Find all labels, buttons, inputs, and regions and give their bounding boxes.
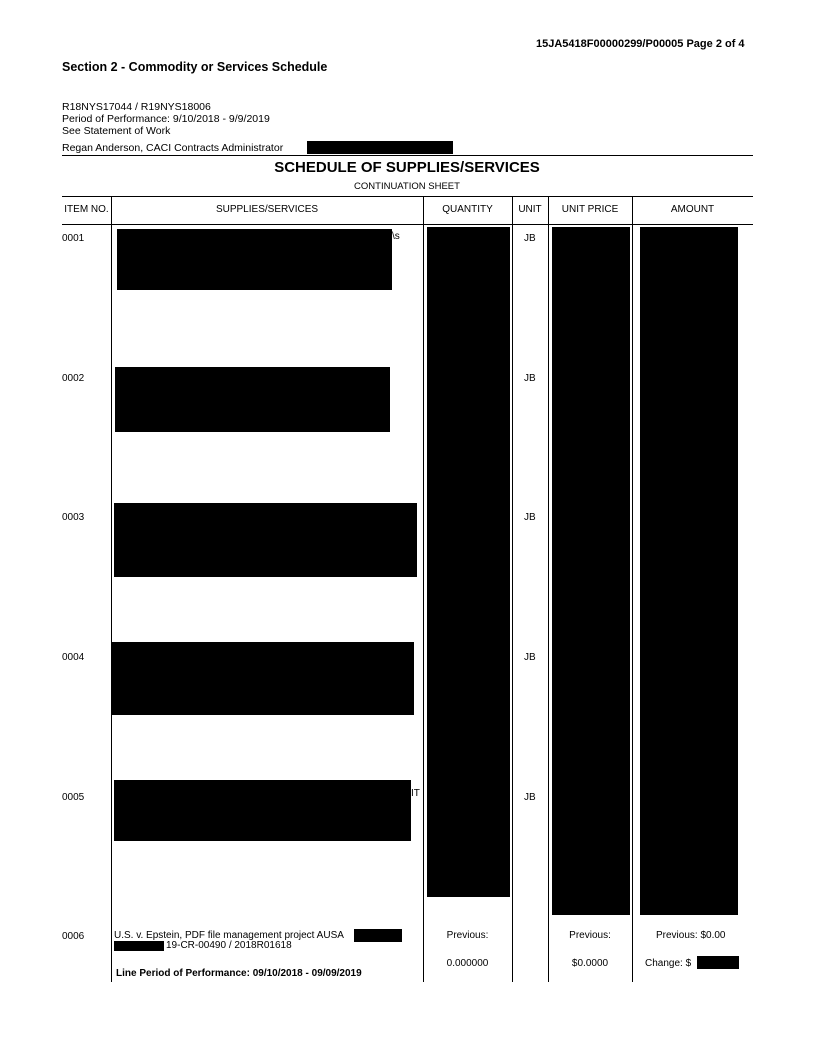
continuation-sheet-label: CONTINUATION SHEET xyxy=(354,181,460,192)
quantity-redaction xyxy=(427,227,510,897)
quantity-previous-label: Previous: xyxy=(446,930,489,941)
section-title: Section 2 - Commodity or Services Schedule xyxy=(62,60,328,74)
unit-price-previous-label: Previous: xyxy=(569,930,611,941)
redaction-block xyxy=(115,367,390,432)
column-divider xyxy=(632,196,633,982)
item-number: 0001 xyxy=(62,233,85,244)
order-numbers: R18NYS17044 / R19NYS18006 xyxy=(62,101,211,113)
redaction-block xyxy=(117,229,392,290)
column-header-unit: UNIT xyxy=(518,204,542,215)
redaction-block xyxy=(114,780,411,841)
unit-price-redaction xyxy=(552,227,630,915)
unit-value: JB xyxy=(524,373,536,384)
description-fragment: \s xyxy=(392,231,400,242)
schedule-title: SCHEDULE OF SUPPLIES/SERVICES xyxy=(274,159,540,176)
statement-of-work-note: See Statement of Work xyxy=(62,125,171,137)
description-line: 19-CR-00490 / 2018R01618 xyxy=(166,940,292,951)
redaction-block xyxy=(114,941,164,951)
description-line: U.S. v. Epstein, PDF file management project AUSA xyxy=(114,930,344,941)
column-divider xyxy=(512,196,513,982)
contracts-administrator: Regan Anderson, CACI Contracts Administrator xyxy=(62,142,284,154)
redaction-block xyxy=(114,503,417,577)
divider xyxy=(62,155,753,156)
amount-previous: Previous: $0.00 xyxy=(656,930,726,941)
column-header-quantity: QUANTITY xyxy=(442,204,493,215)
item-number: 0003 xyxy=(62,512,85,523)
column-divider xyxy=(111,196,112,982)
period-of-performance: Period of Performance: 9/10/2018 - 9/9/2019 xyxy=(62,113,270,125)
amount-redaction xyxy=(640,227,738,915)
redaction-block xyxy=(354,929,402,942)
quantity-value: 0.000000 xyxy=(446,958,489,969)
column-header-item-no: ITEM NO. xyxy=(64,204,109,215)
column-header-supplies: SUPPLIES/SERVICES xyxy=(215,204,319,215)
item-number: 0002 xyxy=(62,373,85,384)
unit-value: JB xyxy=(524,233,536,244)
redaction-block xyxy=(307,141,453,154)
unit-value: JB xyxy=(524,512,536,523)
column-header-unit-price: UNIT PRICE xyxy=(561,204,619,215)
redaction-block xyxy=(697,956,739,969)
redaction-block xyxy=(112,642,414,715)
table-header-border xyxy=(62,224,753,225)
item-number: 0005 xyxy=(62,792,85,803)
line-period-of-performance: Line Period of Performance: 09/10/2018 - 09/09/2019 xyxy=(116,968,362,979)
unit-price-value: $0.0000 xyxy=(571,958,609,969)
unit-value: JB xyxy=(524,792,536,803)
document-reference: 15JA5418F00000299/P00005 Page 2 of 4 xyxy=(536,38,745,50)
unit-value: JB xyxy=(524,652,536,663)
column-header-amount: AMOUNT xyxy=(670,204,715,215)
item-number: 0006 xyxy=(62,931,85,942)
description-fragment: IT xyxy=(411,788,420,799)
item-number: 0004 xyxy=(62,652,85,663)
table-top-border xyxy=(62,196,753,197)
column-divider xyxy=(548,196,549,982)
column-divider xyxy=(423,196,424,982)
amount-change: Change: $ xyxy=(645,958,692,969)
